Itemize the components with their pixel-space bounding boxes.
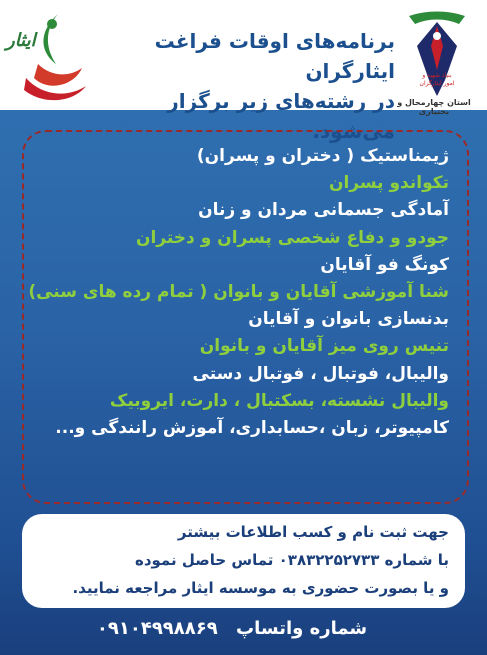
activity-item: کامپیوتر، زبان ،حسابداری، آموزش رانندگی و...: [55, 418, 449, 439]
activity-item: والیبال نشسته، بسکتبال ، دارت، ایروبیک: [109, 390, 449, 411]
isar-logo: [8, 6, 90, 106]
title-line-2: در رشته‌های زیر برگزار می‌شود.: [167, 89, 395, 143]
activity-item: آمادگی جسمانی مردان و زنان: [198, 200, 449, 221]
activity-item: والیبال، فوتبال ، فوتبال دستی: [192, 363, 449, 384]
activity-item: شنا آموزشی آقایان و بانوان ( تمام رده های سنی): [28, 282, 449, 303]
foundation-logo: [397, 6, 477, 111]
foundation-emblem-icon: [397, 6, 477, 106]
activity-item: جودو و دفاع شخصی پسران و دختران: [135, 227, 449, 248]
info-line-2: با شماره ۰۳۸۳۲۲۵۲۷۳۳ تماس حاصل نموده: [134, 551, 449, 569]
info-line-1: جهت ثبت نام و کسب اطلاعات بیشتر: [177, 523, 449, 541]
flame-logo-icon: [8, 6, 90, 106]
activity-item: کونگ فو آقایان: [320, 254, 449, 275]
activity-item: تکواندو پسران: [328, 173, 449, 194]
info-text: [29, 518, 449, 602]
foundation-name: بنیاد شهید و امور ایثارگران: [419, 72, 455, 87]
whatsapp-contact: [47, 614, 417, 644]
activities-list: [29, 143, 449, 442]
whatsapp-label: شماره واتساپ: [236, 618, 368, 639]
activity-item: بدنسازی بانوان و آقایان: [248, 309, 449, 330]
activity-item: ژیمناستیک ( دختران و پسران): [196, 146, 449, 166]
page-title: [95, 26, 395, 146]
info-line-3: و یا بصورت حضوری به موسسه ایثار مراجعه نمایید.: [72, 579, 449, 597]
activity-item: تنیس روی میز آقایان و بانوان: [199, 336, 449, 357]
foundation-region: استان چهارمحال و بختیاری: [397, 98, 471, 116]
title-line-1: برنامه‌های اوقات فراغت ایثارگران: [154, 29, 395, 83]
whatsapp-number[interactable]: ۰۹۱۰۴۹۹۸۸۶۹: [96, 618, 218, 639]
isar-wordmark: ایثار: [6, 30, 36, 51]
